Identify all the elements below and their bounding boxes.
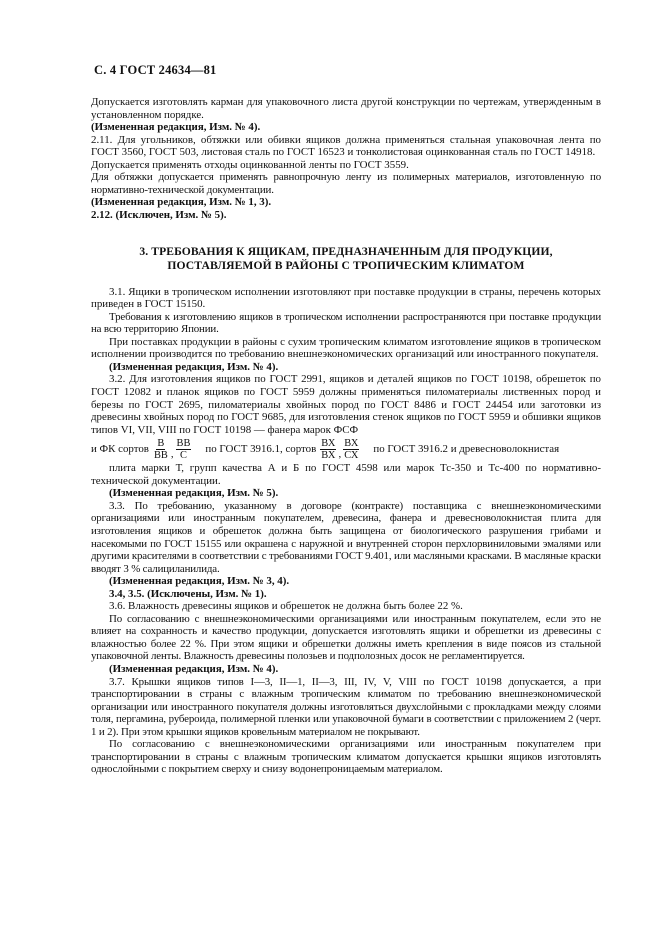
paragraph: По согласованию с внешнеэкономическими организациями или иностранным покупателем при транспортировании в страны с влажным тропическим климатом допускается крышки ящиков изготовлять однослойными с покрытием сверху и снизу водонепроницаемым материалом.	[91, 738, 601, 776]
amendment-note: (Измененная редакция, Изм. № 1, 3).	[91, 196, 272, 209]
fraction-denominator: ВВ	[153, 449, 168, 461]
paragraph: плита марки Т, групп качества А и Б по ГОСТ 4598 или марок Тс-350 и Тс-400 по нормативно-технической документации.	[91, 462, 601, 487]
grade-fraction	[176, 438, 192, 461]
fraction-line-text-b: по ГОСТ 3916.1, сортов	[205, 442, 317, 455]
paragraph-3-6: 3.6. Влажность древесины ящиков и обрешеток не должна быть более 22 %.	[109, 600, 463, 613]
document-body	[91, 96, 601, 776]
section-title	[91, 245, 601, 272]
paragraph: Допускается применять отходы оцинкованной ленты по ГОСТ 3559.	[91, 158, 409, 171]
excluded-2-12: 2.12. (Исключен, Изм. № 5).	[91, 208, 227, 221]
fraction-numerator: ВВ	[176, 437, 191, 449]
paragraph-3-4	[91, 588, 601, 601]
paragraph-3-1: 3.1. Ящики в тропическом исполнении изготовляют при поставке продукции в страны, перечень которых приведен в ГОСТ 15150.	[91, 285, 601, 311]
paragraph: Для обтяжки допускается применять равнопрочную ленту из полимерных материалов, изготовленную по нормативно-технической документации.	[91, 171, 601, 196]
excluded-3-4: 3.4, 3.5. (Исключены, Изм. № 1).	[109, 587, 267, 600]
paragraph: Допускается изготовлять карман для упаковочного листа другой конструкции по чертежам, утвержденным в установленном порядке.	[91, 96, 601, 121]
grade-fraction	[320, 438, 336, 461]
section-title-line1: 3. ТРЕБОВАНИЯ К ЯЩИКАМ, ПРЕДНАЗНАЧЕННЫМ ДЛЯ ПРОДУКЦИИ,	[139, 245, 553, 259]
paragraph-2-12	[91, 209, 601, 222]
amendment-note: (Измененная редакция, Изм. № 4).	[109, 360, 279, 373]
page-header: С. 4 ГОСТ 24634—81	[94, 63, 217, 77]
fraction-denominator: С	[180, 449, 187, 461]
fraction-numerator: ВХ	[344, 437, 359, 449]
section-title-line2: ПОСТАВЛЯЕМОЙ В РАЙОНЫ С ТРОПИЧЕСКИМ КЛИМАТОМ	[167, 259, 525, 273]
amendment-note: (Измененная редакция, Изм. № 3, 4).	[109, 575, 290, 588]
paragraph-3-3: 3.3. По требованию, указанному в договоре (контракте) поставщика с внешнеэкономическими организациями или иностранным покупателем, древесина, фанера и древесноволокнистая плита для изготовления ящиков и обрешеток должна быть защищена от биологического разрушения грибами и насекомыми по ГОСТ 15155 или окрашена с наружной и внутренней сторон перхлорвиниловыми эмалями или другими красителями в соответствии с требованиями ГОСТ 9.401, или масляными красками. В масляные краски вводят 3 % салициланилида.	[91, 499, 601, 575]
fraction-numerator: В	[157, 437, 165, 449]
paragraph: При поставках продукции в районы с сухим тропическим климатом изготовление ящиков в тропическом исполнении производится по требованию внешнеэкономических организаций или иностранного покупателя.	[91, 335, 601, 361]
fraction-denominator: СХ	[344, 449, 359, 461]
fraction-line-text-a: и ФК сортов	[91, 442, 149, 455]
amendment-note: (Измененная редакция, Изм. № 4).	[109, 662, 279, 675]
paragraph-3-7: 3.7. Крышки ящиков типов I—3, II—1, II—3, III, IV, V, VIII по ГОСТ 10198 допускается, а при транспортировании в страны с влажным тропическим климатом по требованию внешнеэкономической организации или иностранного покупателя должны изготовляться двухслойными с прокладками между слоями толя, пергамина, рубероида, полимерной пленки или упаковочной бумаги в соответствии с приложением 2 (черт. 1 и 2). При этом крышки ящиков кровельным материалом не покрывают.	[91, 675, 601, 738]
paragraph-2-11: 2.11. Для угольников, обтяжки или обивки ящиков должна применяться стальная упаковочная лента по ГОСТ 3560, ГОСТ 503, листовая сталь по ГОСТ 16523 и тонколистовая оцинкованная сталь по ГОСТ 14918.	[91, 133, 601, 159]
amendment-note: (Измененная редакция, Изм. № 4).	[91, 121, 261, 134]
grade-fraction	[153, 438, 169, 461]
amendment-note: (Измененная редакция, Изм. № 5).	[109, 487, 279, 500]
paragraph: Требования к изготовлению ящиков в тропическом исполнении распространяются при поставке продукции на всю территорию Японии.	[91, 310, 601, 336]
fraction-line-text-c: по ГОСТ 3916.2 и древесноволокнистая	[373, 442, 560, 455]
paragraph: По согласованию с внешнеэкономическими организациями или иностранным покупателем, если это не влияет на сохранность и качество продукции, допускается изготовлять ящики и обрешетки из древесины с влажностью более 22 %. При этом ящики и обрешетки должны иметь крепления в виде поясов из стальной упаковочной ленты. Влажность древесины полозьев и подполозных досок не регламентируется.	[91, 612, 601, 663]
grade-fraction	[343, 438, 359, 461]
fraction-numerator: ВХ	[321, 437, 336, 449]
fraction-denominator: ВХ	[321, 449, 336, 461]
paragraph-3-2: 3.2. Для изготовления ящиков по ГОСТ 2991, ящиков и деталей ящиков по ГОСТ 10198, обрешеток по ГОСТ 12082 и планок ящиков по ГОСТ 5959 должны применяться пиломатериалы лиственных пород и березы по ГОСТ 2695, пиломатериалы хвойных пород по ГОСТ 8486 и ГОСТ 24454 или заготовки из древесины хвойных пород по ГОСТ 9685, для изготовления стенок ящиков по ГОСТ 5959 и обшивки ящиков типов VI, VII, VIII по ГОСТ 10198 — фанера марок ФСФ	[91, 373, 601, 436]
fraction-line: и ФК сортов $\frac{В}{ВВ}$ , $\frac{ВВ}{С}$ по ГОСТ 3916.1, сортов $\frac{ВХ}{ВХ}$ , $\frac{ВХ}{СХ}$ по ГОСТ 3916.2 и древесноволокнистая	[91, 437, 560, 461]
